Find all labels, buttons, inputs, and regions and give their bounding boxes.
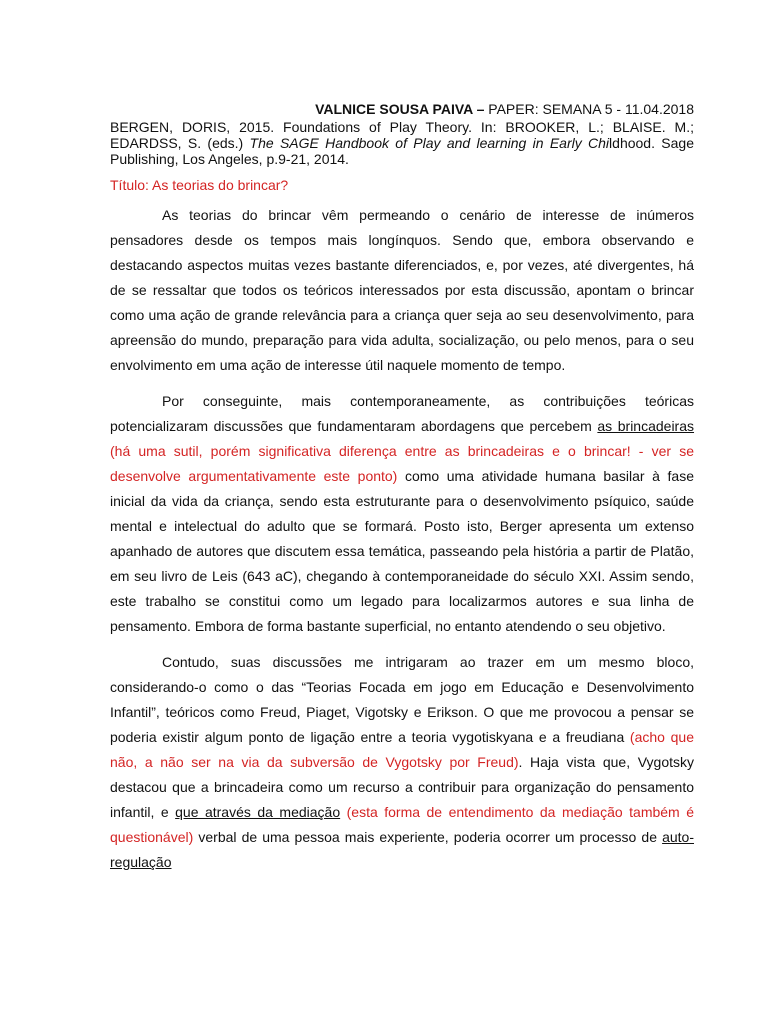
paper-header [110,100,694,119]
paragraph-2 [110,389,694,639]
reference-book-title: The SAGE Handbook of Play and learning in Early Chi [249,135,610,151]
paragraph-1: As teorias do brincar vêm permeando o cenário de interesse de inúmeros pensadores desde os tempos mais longínquos. Sendo que, embora observando e destacando aspectos muitas vezes bastante diferenciados, e, por vezes, até divergentes, há de se ressaltar que todos os teóricos interessados por esta discussão, apontam o brincar como uma ação de grande relevância para a criança quer seja ao seu desenvolvimento, para apreensão do mundo, preparação para vida adulta, socialização, ou pelo menos, para o seu envolvimento em uma ação de interesse útil naquele momento de tempo. [110,207,694,373]
reference-part-1: BERGEN, DORIS, 2015. Foundations of Play Theory. In: BROOKER, L.; BLAISE. M.; EDARDSS, S. (eds.) [110,119,694,151]
paragraph-3 [110,650,694,875]
underlined-phrase-autoregulacao: auto-regulação [110,829,694,870]
author-name: VALNICE SOUSA PAIVA – [315,101,485,117]
review-comment-2: (acho que não, a não ser na via da subversão de Vygotsky por Freud) [110,729,694,770]
bibliographic-reference [110,119,694,167]
document-title: Título: As teorias do brincar? [110,177,289,193]
review-comment-1: (há uma sutil, porém significativa diferença entre as brincadeiras e o brincar! - ver se desenvolve argumentativamente este ponto) [110,443,694,484]
paragraph-2-text-1: Por conseguinte, mais contemporaneamente, as contribuições teóricas potencializaram discussões que fundamentaram abordagens que percebem [110,393,694,434]
underlined-phrase-brincadeiras: as brincadeiras [597,418,695,434]
paragraph-3-text-1: Contudo, suas discussões me intrigaram ao trazer em um mesmo bloco, considerando-o como o das “Teorias Focada em jogo em Educação e Desenvolvimento Infantil”, teóricos como Freud, Piaget, Vigotsky e Erikson. O que me provocou a pensar se poderia existir algum ponto de ligação entre a teoria vygotiskyana e a freudiana [110,654,694,745]
reference-part-2: ldhood. Sage Publishing, Los Angeles, p.9-21, 2014. [110,135,694,167]
paragraph-3-text-2: . Haja vista que, Vygotsky destacou que a brincadeira como um recurso a contribuir para organização do pensamento infantil, e [110,754,694,820]
paragraph-2-text-2: como uma atividade humana basilar à fase inicial da vida da criança, sendo esta estruturante para o desenvolvimento psíquico, saúde mental e intelectual do adulto que se formará. Posto isto, Berger apresenta um extenso apanhado de autores que discutem essa temática, passeando pela história a partir de Platão, em seu livro de Leis (643 aC), chegando à contemporaneidade do século XXI. Assim sendo, este trabalho se constitui como um legado para localizarmos autores e sua linha de pensamento. Embora de forma bastante superficial, no entanto atendendo o seu objetivo. [110,468,695,634]
paper-info: PAPER: SEMANA 5 - 11.04.2018 [484,101,694,117]
paragraph-3-text-3: verbal de uma pessoa mais experiente, poderia ocorrer um processo de [193,829,663,845]
review-comment-3: (esta forma de entendimento da mediação também é questionável) [110,804,694,845]
underlined-phrase-mediacao: que através da mediação [175,804,341,820]
